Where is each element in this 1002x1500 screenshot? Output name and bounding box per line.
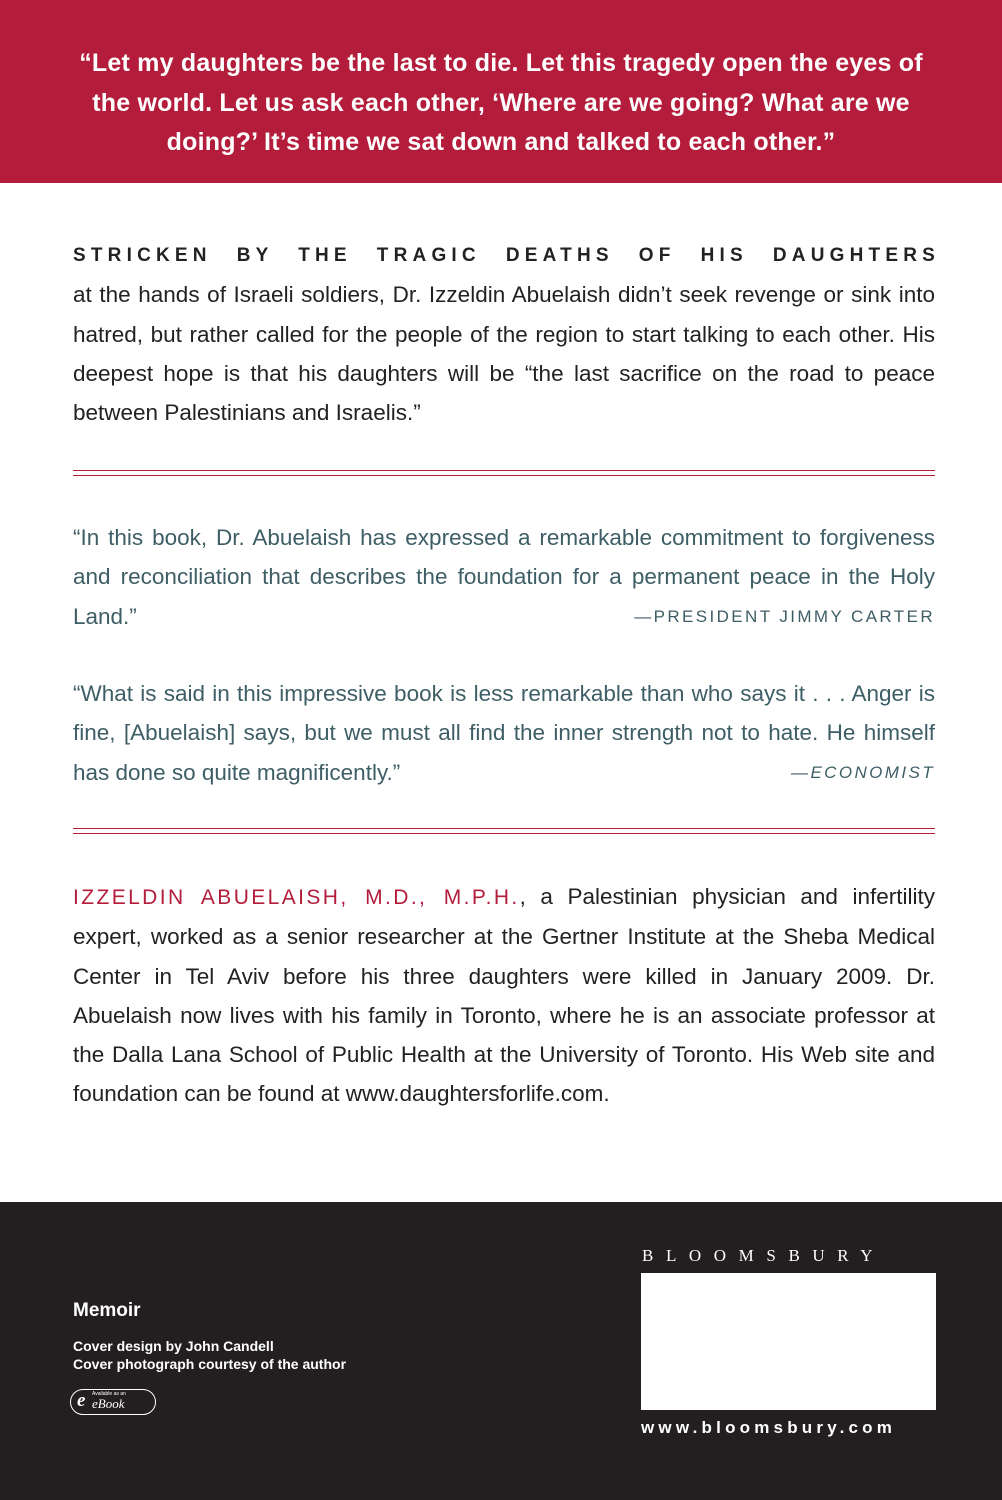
divider-rule-2 xyxy=(73,828,935,834)
author-name: IZZELDIN ABUELAISH, M.D., M.P.H. xyxy=(73,886,520,909)
footer-band xyxy=(0,1202,1002,1500)
praise-text-economist: “What is said in this impressive book is less remarkable than who says it . . . Anger is fine, [Abuelaish] says, but we must all find the inner strength not to hate. He himself has done so quite magnificently.” xyxy=(73,681,935,785)
description-blurb xyxy=(73,236,940,432)
praise-attribution-carter: —PRESIDENT JIMMY CARTER xyxy=(634,606,935,626)
praise-attribution-economist: —ECONOMIST xyxy=(791,762,935,782)
author-bio xyxy=(73,877,935,1114)
praise-quote-carter xyxy=(73,518,935,636)
top-quote: “Let my daughters be the last to die. Let this tragedy open the eyes of the world. Let us ask each other, ‘Where are we going? What are we doing?’ It’s time we sat down and talked to each other.” xyxy=(79,49,923,156)
praise-text-carter: “In this book, Dr. Abuelaish has expressed a remarkable commitment to forgiveness and reconciliation that describes the foundation for a permanent peace in the Holy Land.” xyxy=(73,525,935,629)
publisher-url: www.bloomsbury.com xyxy=(641,1418,897,1437)
blurb-lead: STRICKEN BY THE TRAGIC DEATHS OF HIS DAUGHTERS xyxy=(73,245,940,266)
publisher-logo: BLOOMSBURY xyxy=(642,1246,886,1265)
genre-label: Memoir xyxy=(73,1300,141,1321)
ebook-e-icon: e xyxy=(77,1390,86,1411)
barcode-area xyxy=(641,1273,936,1410)
cover-credits xyxy=(73,1337,346,1373)
ebook-word: eBook xyxy=(92,1396,125,1411)
ebook-available-text: Available as an xyxy=(92,1391,126,1397)
ebook-badge xyxy=(70,1389,156,1415)
cover-photo-credit: Cover photograph courtesy of the author xyxy=(73,1356,347,1372)
cover-design-credit: Cover design by John Candell xyxy=(73,1338,274,1354)
praise-quote-economist xyxy=(73,674,935,792)
author-bio-text: , a Palestinian physician and infertility expert, worked as a senior researcher at the Gertner Institute at the Sheba Medical Center in Tel Aviv before his three daughters were killed in January 2009. Dr. Abuelaish now lives with his family in Toronto, where he is an associate professor at the Dalla Lana School of Public Health at the University of Toronto. His Web site and foundation can be found at www.daughtersforlife.com. xyxy=(73,884,935,1107)
top-quote-band xyxy=(0,0,1002,183)
blurb-body: at the hands of Israeli soldiers, Dr. Izzeldin Abuelaish didn’t seek revenge or sink into hatred, but rather called for the people of the region to start talking to each other. His deepest hope is that his daughters will be “the last sacrifice on the road to peace between Palestinians and Israelis.” xyxy=(73,282,935,426)
divider-rule-1 xyxy=(73,470,935,476)
